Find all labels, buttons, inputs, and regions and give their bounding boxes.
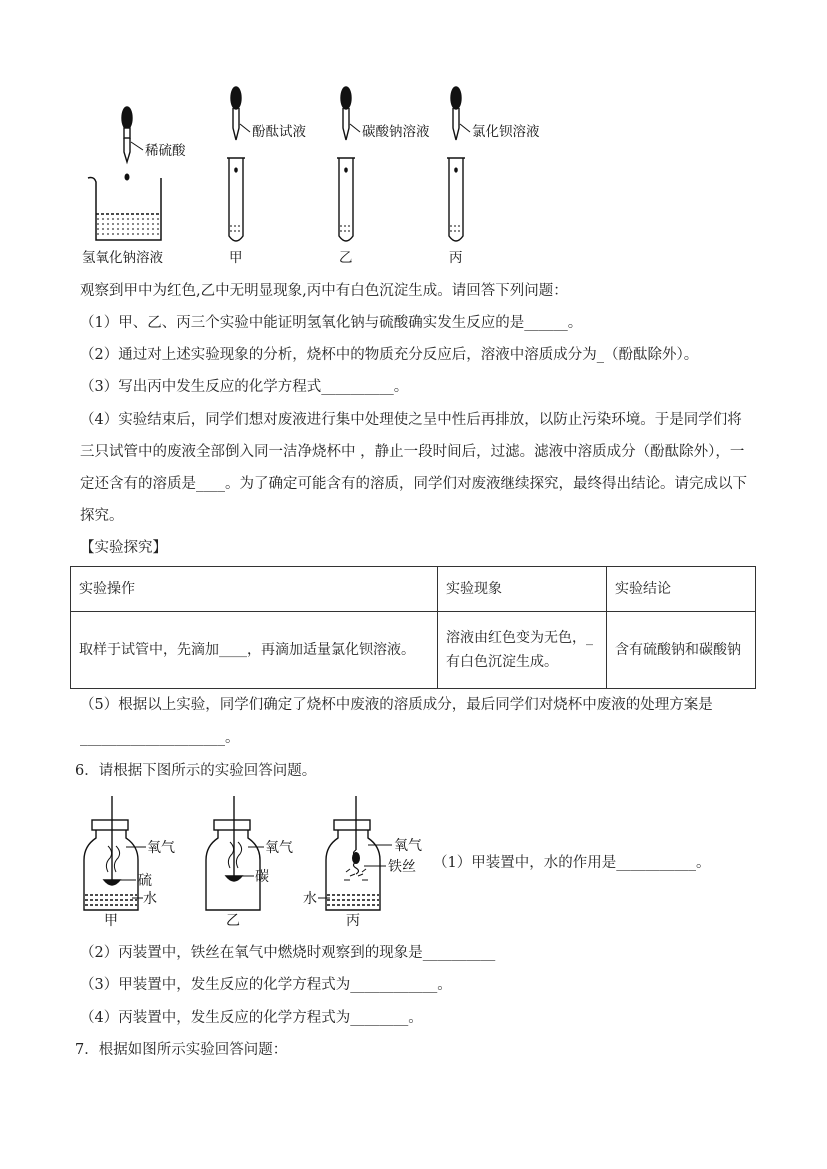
- water-label-jia: 水: [143, 891, 157, 907]
- oxygen-label-jia: 氧气: [147, 840, 175, 856]
- water-label-bing: 水: [303, 891, 317, 907]
- q5-part4-line4: 探究。: [80, 508, 124, 524]
- jar-label-bing: 丙: [346, 913, 360, 929]
- q5-part4-line3: 定还含有的溶质是____。为了确定可能含有的溶质，同学们对废液继续探究，最终得出结论。请完成以下: [80, 476, 747, 492]
- q5-part4-line1: （4）实验结束后，同学们想对废液进行集中处理使之呈中性后再排放，以防止污染环境。于是同学们将: [80, 412, 742, 428]
- jar-label-yi: 乙: [226, 913, 240, 929]
- q6-part2: （2）丙装置中，铁丝在氧气中燃烧时观察到的现象是__________: [80, 945, 496, 961]
- gas-jar-bing: [318, 796, 392, 910]
- oxygen-label-bing: 氧气: [394, 838, 422, 854]
- tube-label-yi: 乙: [339, 250, 353, 266]
- q5-part1: （1）甲、乙、丙三个实验中能证明氢氧化钠与硫酸确实发生反应的是______。: [80, 315, 583, 331]
- q6-title: 6．请根据下图所示的实验回答问题。: [75, 763, 317, 779]
- q6-part4: （4）丙装置中，发生反应的化学方程式为________。: [80, 1010, 423, 1026]
- gas-jar-jia: [84, 796, 146, 910]
- tube-label-jia: 甲: [229, 250, 243, 266]
- q6-part3: （3）甲装置中，发生反应的化学方程式为____________。: [80, 977, 452, 993]
- reagent-label-0: 酚酞试液: [252, 124, 306, 140]
- carbon-label: 碳: [255, 869, 269, 885]
- reagent-label-1: 碳酸钠溶液: [362, 124, 430, 140]
- q5-intro: 观察到甲中为红色,乙中无明显现象,丙中有白色沉淀生成。请回答下列问题：: [80, 283, 568, 299]
- dropper0-label: 稀硫酸: [145, 143, 186, 159]
- cell-operation: 取样于试管中，先滴加____，再滴加适量氯化钡溶液。: [71, 612, 438, 689]
- q6-part1: （1）甲装置中，水的作用是___________。: [433, 855, 711, 871]
- iron-wire-label: 铁丝: [388, 859, 416, 875]
- cell-conclusion: 含有硫酸钠和碳酸钠: [607, 612, 756, 689]
- q5-part2: （2）通过对上述实验现象的分析，烧杯中的物质充分反应后，溶液中溶质成分为_（酚酞除外）。: [80, 347, 699, 363]
- q5-part5-line2: ____________________。: [80, 730, 240, 746]
- gas-jar-yi: [206, 796, 264, 910]
- cell-phenomenon: 溶液由红色变为无色，_有白色沉淀生成。: [438, 612, 607, 689]
- oxygen-label-yi: 氧气: [265, 840, 293, 856]
- beaker-label: 氢氧化钠溶液: [82, 250, 163, 266]
- jar-label-jia: 甲: [104, 913, 118, 929]
- q5-part4-line2: 三只试管中的废液全部倒入同一洁净烧杯中 ，静止一段时间后，过滤。滤液中溶质成分（酚酞除外），一: [80, 444, 745, 460]
- q7-title: 7．根据如图所示实验回答问题：: [75, 1042, 288, 1058]
- header-phenomenon: 实验现象: [438, 567, 607, 612]
- section-heading-experiment: 【实验探究】: [80, 540, 167, 556]
- sulfur-label: 硫: [138, 873, 152, 889]
- q5-part3: （3）写出丙中发生反应的化学方程式__________。: [80, 379, 409, 395]
- reagent-label-2: 氯化钡溶液: [472, 124, 540, 140]
- header-operation: 实验操作: [71, 567, 438, 612]
- q5-part5-line1: （5）根据以上实验，同学们确定了烧杯中废液的溶质成分，最后同学们对烧杯中废液的处理方案是: [80, 697, 713, 713]
- header-conclusion: 实验结论: [607, 567, 756, 612]
- tube-label-bing: 丙: [449, 250, 463, 266]
